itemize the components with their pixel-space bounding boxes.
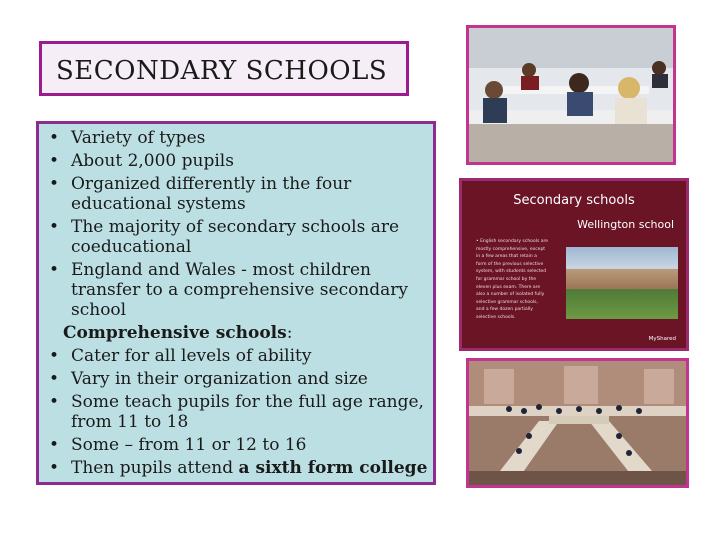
slide-subtitle: Wellington school	[577, 218, 674, 231]
list-item: • England and Wales - most children transfer to a comprehensive secondary school	[39, 260, 433, 320]
slide-title: Secondary schools	[513, 193, 635, 208]
title-box	[39, 41, 409, 96]
bullet-list	[39, 128, 433, 481]
list-item: • About 2,000 pupils	[39, 151, 433, 171]
list-item: • Vary in their organization and size	[39, 369, 433, 389]
list-item: • Some teach pupils for the full age range, from 11 to 18	[39, 392, 433, 432]
list-item: • Variety of types	[39, 128, 433, 148]
staircase-photo	[466, 358, 689, 488]
school-building-image	[566, 247, 678, 319]
last-bullet-prefix: Then pupils attend	[71, 458, 239, 478]
list-item: • The majority of secondary schools are coeducational	[39, 217, 433, 257]
comprehensive-heading-colon: :	[286, 323, 293, 343]
list-item: • Some – from 11 or 12 to 16	[39, 435, 433, 455]
list-item-last	[39, 458, 433, 478]
page-title: SECONDARY SCHOOLS	[56, 56, 388, 86]
comprehensive-heading	[39, 323, 433, 343]
classroom-illustration	[469, 28, 673, 162]
slide-body: • English secondary schools are mostly comprehensive, except in a few areas that retain a form of the previous selective system, with students selected for grammar school by the eleven plus exam. There are also a number of isolated fully selective grammar schools, and a few dozen partially selective schools.	[476, 239, 548, 320]
content-panel	[36, 121, 436, 485]
sixth-form-college-text: a sixth form college	[238, 458, 428, 478]
embedded-slide	[459, 178, 689, 351]
classroom-photo	[466, 25, 676, 165]
staircase-illustration	[469, 361, 686, 485]
slide-brand: MyShared	[648, 336, 676, 342]
comprehensive-heading-text: Comprehensive schools	[63, 323, 287, 343]
list-item: • Cater for all levels of ability	[39, 346, 433, 366]
list-item: • Organized differently in the four educational systems	[39, 174, 433, 214]
